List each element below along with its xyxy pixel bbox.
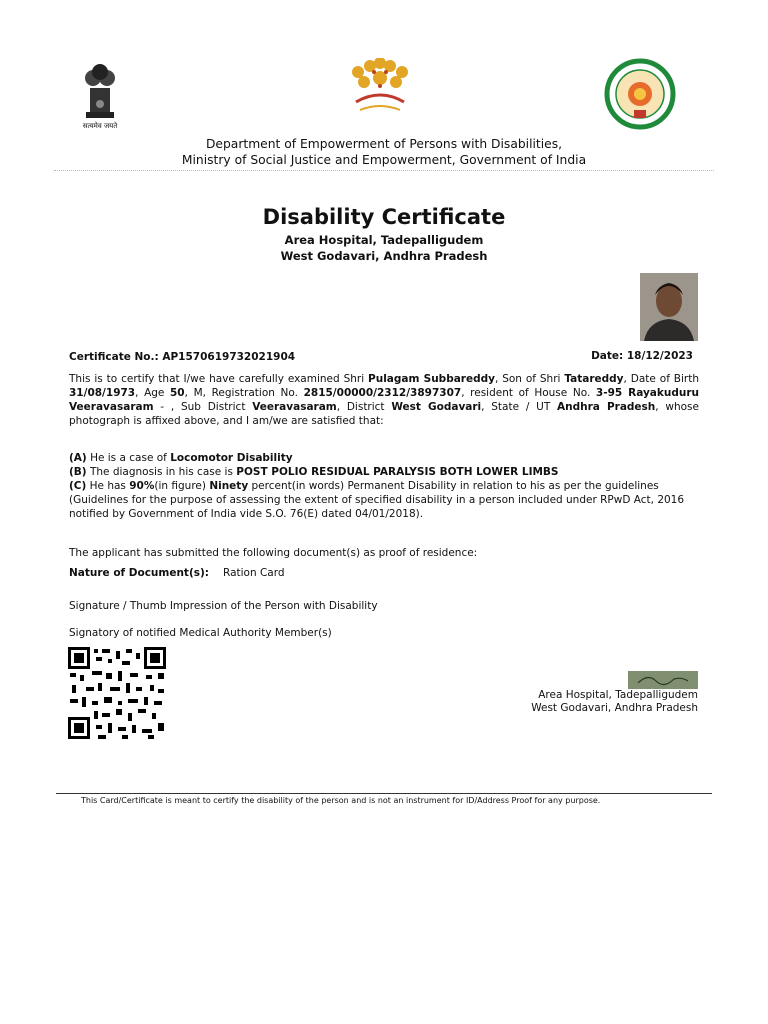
- residence-document: Nature of Document(s): Ration Card: [69, 567, 285, 579]
- finding-c: (C) He has 90%(in figure) Ninety percent(in words) Permanent Disability in relation to his as per the guidelines (Guidelines for the purpose of assessing the extent of specified disability in a person included under RPwD Act, 2016 notified by Government of India vide S.O. 76(E) dated 04/01/2018).: [69, 480, 685, 520]
- finding-a: (A) He is a case of Locomotor Disability: [69, 452, 293, 464]
- applicant-photo: [640, 273, 698, 341]
- certificate-date: Date: 18/12/2023: [591, 350, 693, 362]
- emblem-caption: सत्यमेव जयते: [82, 122, 118, 130]
- certificate-number: Certificate No.: AP1570619732021904: [69, 351, 296, 363]
- authority-hospital: Area Hospital, Tadepalligudem: [538, 689, 698, 701]
- footer-divider: [56, 793, 712, 794]
- qr-code: [68, 647, 166, 739]
- department-line-2: Ministry of Social Justice and Empowerment, Government of India: [181, 153, 587, 167]
- authority-location: West Godavari, Andhra Pradesh: [531, 702, 698, 714]
- signatory-label: Signatory of notified Medical Authority Member(s): [69, 627, 332, 639]
- department-line-1: Department of Empowerment of Persons with Disabilities,: [205, 137, 563, 151]
- residence-intro: The applicant has submitted the following document(s) as proof of residence:: [69, 547, 478, 559]
- accessible-india-logo: [344, 58, 416, 120]
- andhra-pradesh-seal-logo: [604, 58, 676, 130]
- authority-signature: [628, 671, 698, 689]
- hospital-name: Area Hospital, Tadepalligudem: [284, 233, 484, 247]
- certify-paragraph: This is to certify that I/we have carefully examined Shri Pulagam Subbareddy, Son of Shri Tatareddy, Date of Birth 31/08/1973, Age 50, M, Registration No. 2815/00000/2312/3897307, resident of House No. 3-95 Rayakuduru Veeravasaram - , Sub District Veeravasaram, District West Godavari, State / UT Andhra Pradesh, whose photograph is affixed above, and I am/we are satisfied that:: [69, 373, 699, 427]
- footer-disclaimer: This Card/Certificate is meant to certify the disability of the person and is not an instrument for ID/Address Proof for any purpose.: [81, 796, 601, 805]
- finding-b: (B) The diagnosis in his case is POST POLIO RESIDUAL PARALYSIS BOTH LOWER LIMBS: [69, 466, 559, 478]
- hospital-location: West Godavari, Andhra Pradesh: [280, 249, 488, 263]
- certificate-title: Disability Certificate: [262, 205, 506, 229]
- person-signature-label: Signature / Thumb Impression of the Person with Disability: [69, 600, 378, 612]
- header-divider: [54, 170, 714, 171]
